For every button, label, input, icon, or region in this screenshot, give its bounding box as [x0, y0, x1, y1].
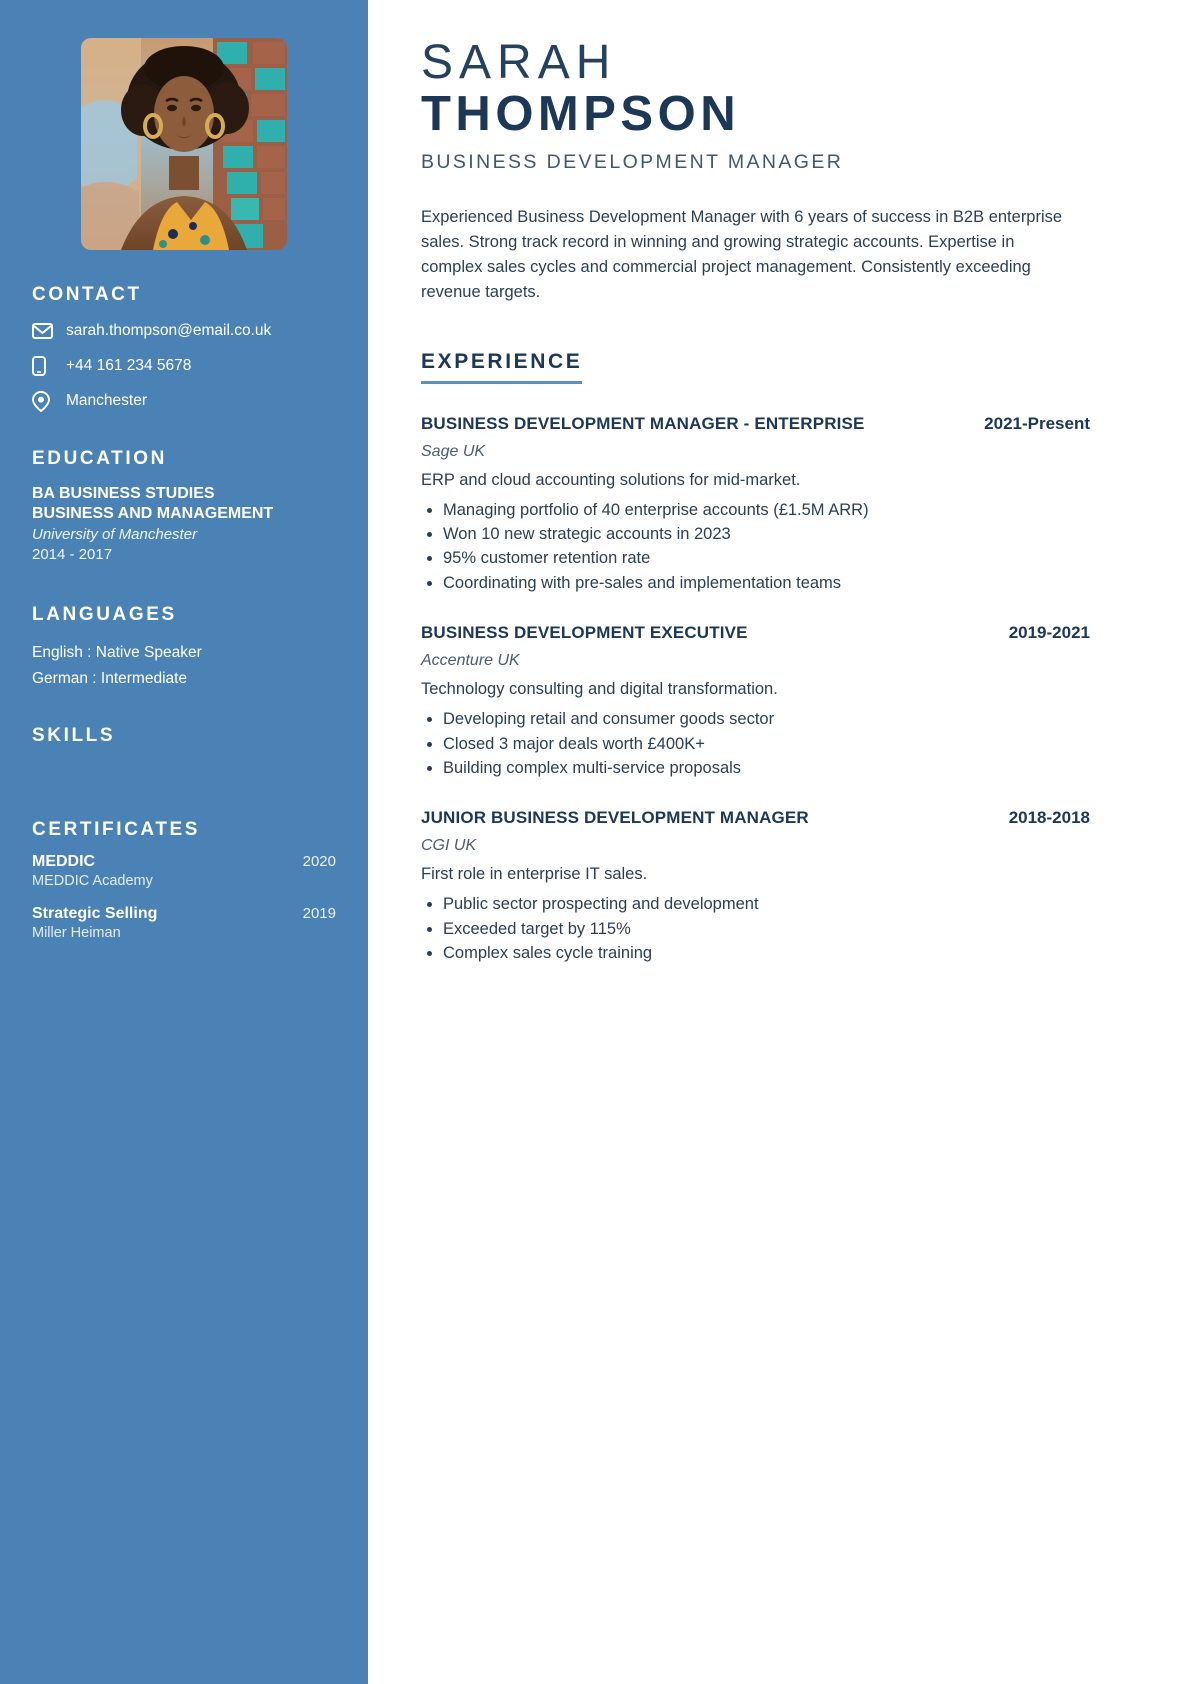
experience-dates: 2018-2018 — [1008, 808, 1090, 828]
professional-title: BUSINESS DEVELOPMENT MANAGER — [421, 150, 844, 173]
experience-section-heading: EXPERIENCE — [421, 350, 582, 384]
experience-dates: 2019-2021 — [1008, 623, 1090, 643]
experience-bullet: Managing portfolio of 40 enterprise accounts (£1.5M ARR) — [421, 498, 1090, 522]
first-name: SARAH — [421, 36, 617, 89]
languages-heading: LANGUAGES — [32, 603, 177, 625]
experience-bullet: Exceeded target by 115% — [421, 917, 1090, 941]
experience-bullet: Coordinating with pre-sales and implementation teams — [421, 571, 1090, 595]
certificates-heading: CERTIFICATES — [32, 818, 201, 840]
certificate-issuer: Miller Heiman — [32, 924, 121, 941]
experience-bullet: Developing retail and consumer goods sector — [421, 707, 1090, 731]
education-degree-line1: BA BUSINESS STUDIES — [32, 485, 215, 502]
certificate-name: Strategic Selling — [32, 904, 158, 922]
experience-bullets — [421, 498, 1090, 596]
experience-role: JUNIOR BUSINESS DEVELOPMENT MANAGER — [421, 808, 809, 828]
education-years: 2014 - 2017 — [32, 546, 113, 564]
experience-entry-header — [421, 623, 1090, 643]
skills-heading: SKILLS — [32, 724, 116, 746]
avatar — [81, 38, 287, 250]
profile-summary: Experienced Business Development Manager with 6 years of success in B2B enterprise sales. Strong track record in winning and growing strategic accounts. Expertise in complex sales cycles and commercial project management. Consistently exceeding revenue targets. — [421, 207, 1063, 302]
certificate-header — [32, 853, 336, 871]
main-content — [368, 0, 1190, 1684]
experience-description: First role in enterprise IT sales. — [421, 865, 648, 884]
certificate-year: 2020 — [302, 852, 336, 870]
education-degree-line2: BUSINESS AND MANAGEMENT — [32, 505, 274, 522]
experience-description: Technology consulting and digital transformation. — [421, 680, 778, 699]
experience-role: BUSINESS DEVELOPMENT MANAGER - ENTERPRISE — [421, 413, 865, 433]
experience-company: Accenture UK — [421, 652, 520, 670]
last-name: THOMPSON — [421, 86, 741, 141]
education-school: University of Manchester — [32, 526, 198, 543]
experience-bullet: Complex sales cycle training — [421, 941, 1090, 965]
education-item — [32, 484, 336, 566]
contact-item-phone[interactable] — [32, 355, 336, 377]
certificate-item — [32, 905, 336, 941]
contact-heading: CONTACT — [32, 284, 142, 305]
language-item: English : Native Speaker — [32, 643, 202, 661]
experience-company: Sage UK — [421, 442, 486, 460]
envelope-icon — [32, 320, 58, 342]
profile-photo-icon — [81, 38, 287, 250]
experience-description: ERP and cloud accounting solutions for mid-market. — [421, 470, 801, 489]
contact-email-value: sarah.thompson@email.co.uk — [66, 321, 272, 339]
education-heading: EDUCATION — [32, 448, 167, 469]
languages-list — [32, 640, 336, 693]
certificate-issuer: MEDDIC Academy — [32, 872, 153, 889]
contact-item-location[interactable] — [32, 390, 336, 412]
experience-dates: 2021-Present — [984, 413, 1090, 433]
experience-bullet: Won 10 new strategic accounts in 2023 — [421, 522, 1090, 546]
certificate-item — [32, 853, 336, 889]
experience-entry — [421, 414, 1090, 596]
experience-bullets — [421, 707, 1090, 780]
certificate-header — [32, 905, 336, 923]
experience-company: CGI UK — [421, 837, 477, 855]
contact-location-value: Manchester — [66, 391, 147, 409]
experience-entry-header — [421, 808, 1090, 828]
location-pin-icon — [32, 390, 58, 412]
language-item: German : Intermediate — [32, 670, 188, 688]
experience-entry — [421, 808, 1090, 965]
sidebar — [0, 0, 368, 1684]
certificate-year: 2019 — [302, 904, 336, 922]
experience-entry-header — [421, 414, 1090, 434]
experience-bullet: Closed 3 major deals worth £400K+ — [421, 732, 1090, 756]
experience-role: BUSINESS DEVELOPMENT EXECUTIVE — [421, 623, 748, 643]
experience-entry — [421, 623, 1090, 780]
contact-item-email[interactable] — [32, 320, 336, 342]
experience-bullets — [421, 892, 1090, 965]
experience-bullet: 95% customer retention rate — [421, 546, 1090, 570]
experience-bullet: Public sector prospecting and development — [421, 892, 1090, 916]
skills-list — [32, 755, 336, 789]
certificate-name: MEDDIC — [32, 852, 96, 870]
contact-phone-value: +44 161 234 5678 — [66, 356, 192, 374]
phone-icon — [32, 355, 58, 377]
experience-bullet: Building complex multi-service proposals — [421, 756, 1090, 780]
